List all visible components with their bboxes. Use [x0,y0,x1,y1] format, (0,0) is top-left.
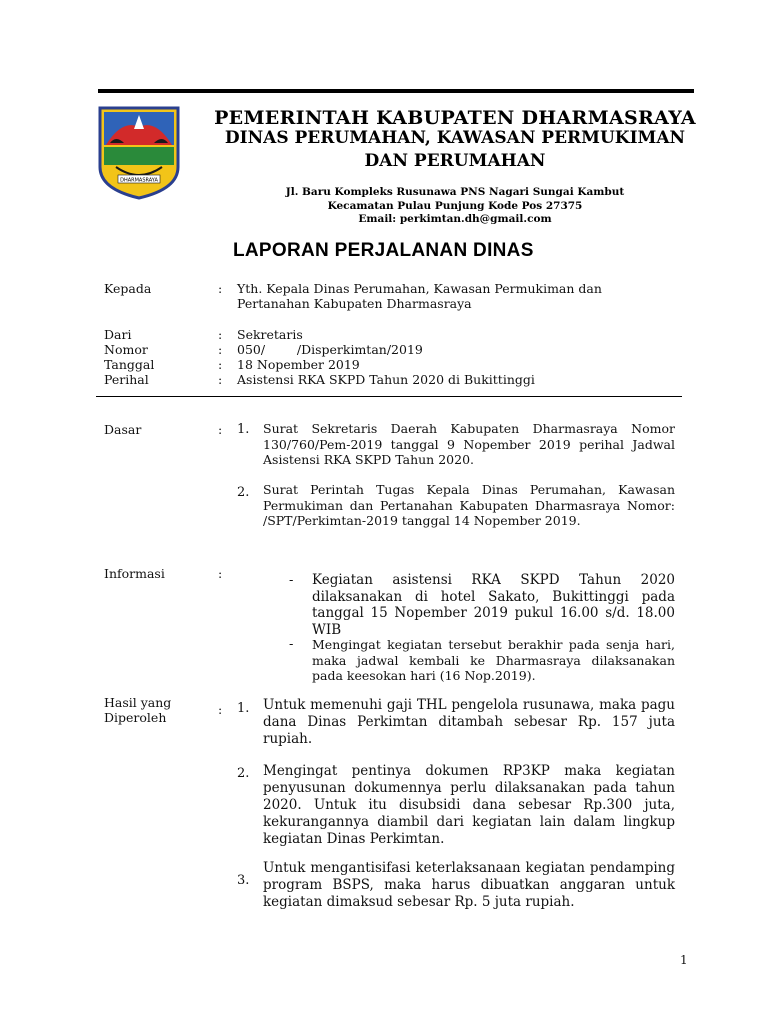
hasil-item-text: Untuk memenuhi gaji THL pengelola rusunawa, maka pagu dana Dinas Perkimtan ditambah sebesar Rp. 157 juta rupiah. [263,697,675,747]
address-line1: Jl. Baru Kompleks Rusunawa PNS Nagari Sungai Kambut [285,186,625,198]
page-number: 1 [680,953,688,967]
section-divider [96,396,682,397]
hasil-item-number: 1. [237,701,250,716]
dasar-label: Dasar [104,422,142,437]
colon: : [218,357,223,372]
address-line2: Kecamatan Pulau Punjung Kode Pos 27375 [327,200,583,212]
informasi-label: Informasi [104,566,165,581]
kepada-value-cont: Pertanahan Kabupaten Dharmasraya [237,296,472,311]
perihal-value: Asistensi RKA SKPD Tahun 2020 di Bukittinggi [237,372,535,387]
header-top-rule [98,89,694,93]
agency-name-line2: DINAS PERUMAHAN, KAWASAN PERMUKIMAN [224,128,686,148]
hasil-item-text: Mengingat pentinya dokumen RP3KP maka kegiatan penyusunan dokumennya perlu dilaksanakan pada tahun 2020. Untuk itu disubsidi dana sebesar Rp.300 juta, kekurangannya diambil dari kegiatan lain dalam lingkup kegiatan Dinas Perkimtan. [263,763,675,847]
svg-text:DHARMASRAYA: DHARMASRAYA [120,177,158,184]
colon: : [218,327,223,342]
kepada-label: Kepada [104,281,152,296]
dasar-item-number: 1. [237,422,250,437]
dasar-item-number: 2. [237,485,250,500]
dari-value: Sekretaris [237,327,303,342]
nomor-value: 050/ /Disperkimtan/2019 [237,342,423,357]
hasil-item-number: 2. [237,766,250,781]
kepada-value: Yth. Kepala Dinas Perumahan, Kawasan Permukiman dan [237,281,602,296]
tanggal-label: Tanggal [104,357,155,372]
agency-name-line1: PEMERINTAH KABUPATEN DHARMASRAYA [214,107,696,129]
informasi-item-text: Kegiatan asistensi RKA SKPD Tahun 2020 dilaksanakan di hotel Sakato, Bukittinggi pada tanggal 15 Nopember 2019 pukul 16.00 s/d. 18.00 WIB [312,572,675,638]
dari-label: Dari [104,327,132,342]
agency-name-line3: DAN PERUMAHAN [364,151,546,171]
colon: : [218,342,223,357]
nomor-label: Nomor [104,342,148,357]
informasi-item-text: Mengingat kegiatan tersebut berakhir pada senja hari, maka jadwal kembali ke Dharmasraya dilaksanakan pada keesokan hari (16 Nop.2019). [312,637,675,683]
hasil-item-number: 3. [237,873,250,888]
colon: : [218,566,223,581]
document-title: LAPORAN PERJALANAN DINAS [233,240,534,261]
colon: : [218,281,223,296]
colon: : [218,702,223,717]
colon: : [218,422,223,437]
colon: : [218,372,223,387]
informasi-bullet: - [289,573,294,588]
perihal-label: Perihal [104,372,149,387]
informasi-bullet: - [289,637,294,652]
dasar-item-text: Surat Perintah Tugas Kepala Dinas Perumahan, Kawasan Permukiman dan Pertanahan Kabupaten Dharmasraya Nomor: /SPT/Perkimtan-2019 tanggal 14 Nopember 2019. [263,482,707,528]
hasil-label-cont: Diperoleh [104,710,167,725]
dharmasraya-emblem-icon [96,105,182,200]
hasil-item-text: Untuk mengantisifasi keterlaksanaan kegiatan pendamping program BSPS, maka harus dibuatkan anggaran untuk kegiatan dimaksud sebesar Rp. 5 juta rupiah. [263,860,675,910]
hasil-label: Hasil yang [104,695,172,710]
dasar-item-text: Surat Sekretaris Daerah Kabupaten Dharmasraya Nomor 130/760/Pem-2019 tanggal 9 Nopember 2019 perihal Jadwal Asistensi RKA SKPD Tahun 2020. [263,421,675,467]
tanggal-value: 18 Nopember 2019 [237,357,360,372]
email-line: Email: perkimtan.dh@gmail.com [358,213,552,225]
